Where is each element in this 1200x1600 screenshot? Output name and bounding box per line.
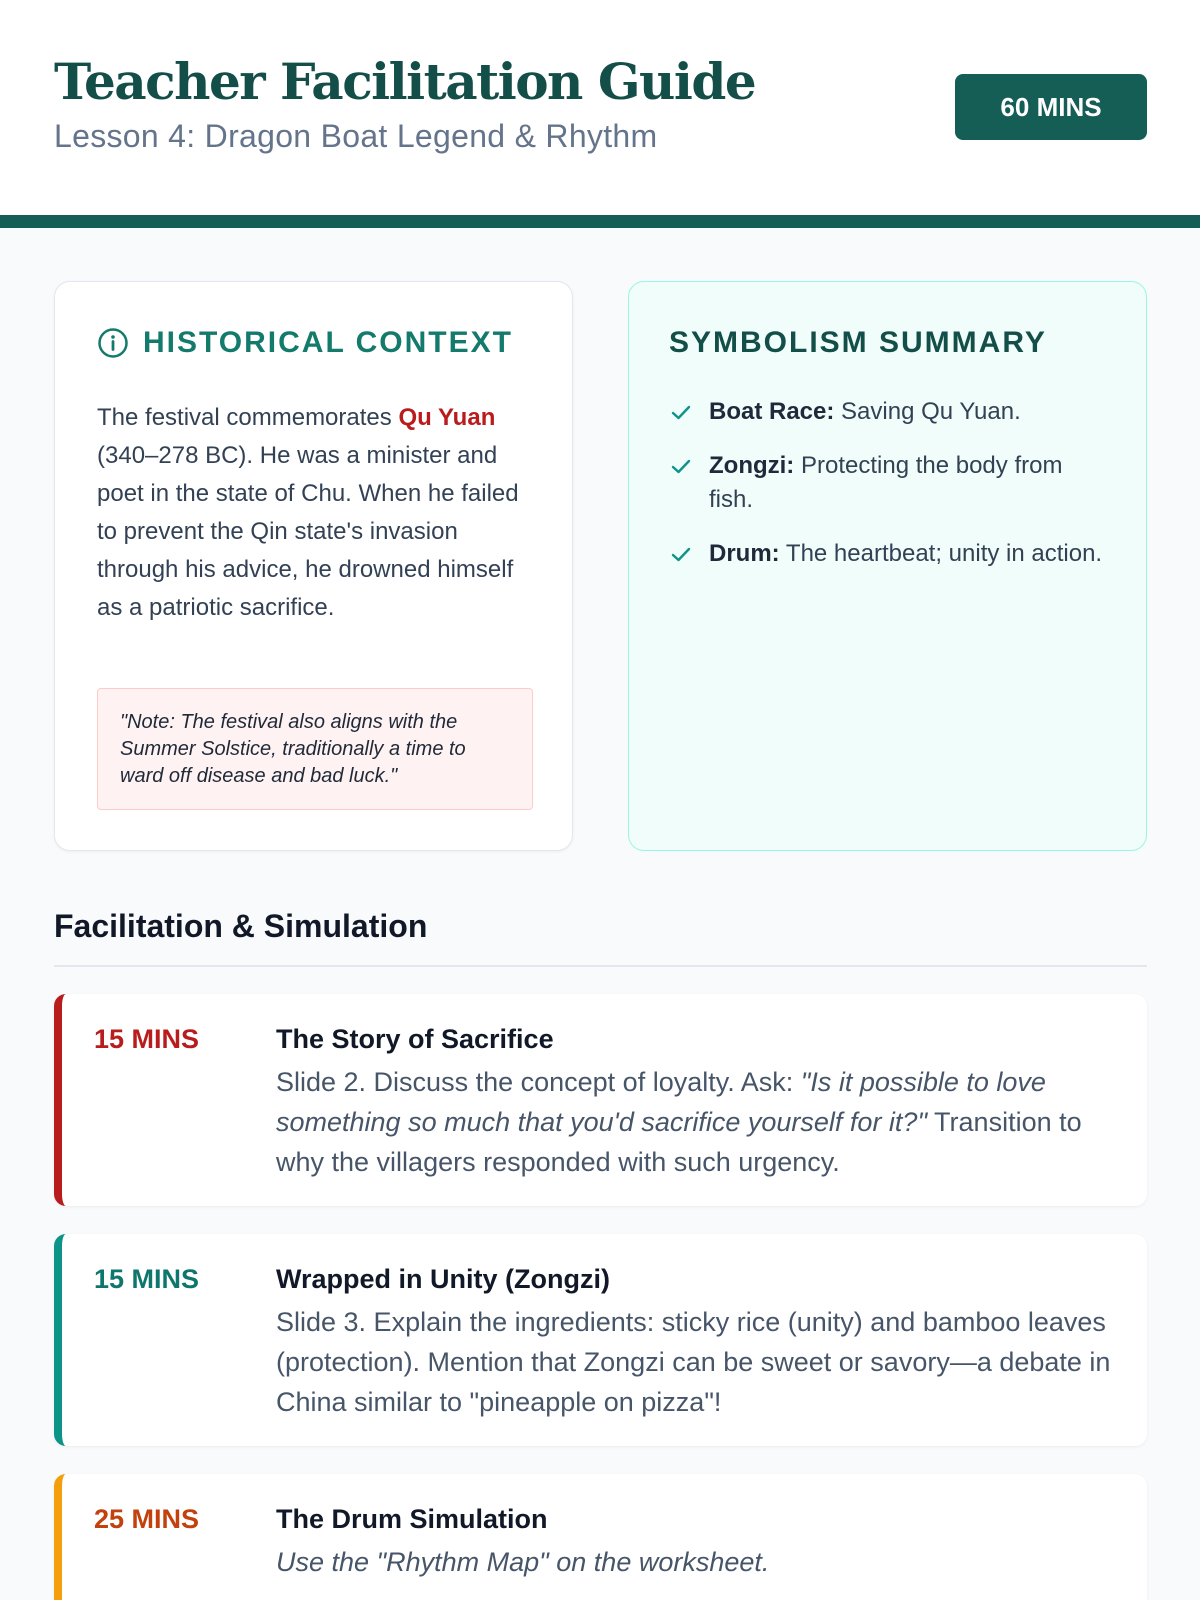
- activity-drum-simulation: [54, 1474, 1147, 1600]
- symbolism-item-text: [709, 449, 1109, 517]
- duration-badge: 60 MINS: [955, 74, 1147, 140]
- historical-context-text: [97, 399, 527, 627]
- symbolism-desc: The heartbeat; unity in action.: [779, 540, 1103, 567]
- symbolism-desc: Protecting the body from fish.: [709, 452, 1063, 513]
- activity-title: The Drum Simulation: [276, 1504, 548, 1534]
- qu-yuan-highlight: Qu Yuan: [398, 404, 496, 431]
- check-icon: [669, 395, 695, 429]
- activity-description: [276, 1062, 1116, 1182]
- activity-story-of-sacrifice: [54, 994, 1147, 1206]
- symbolism-item-drum: [669, 537, 1109, 571]
- facilitation-section-title: Facilitation & Simulation: [54, 908, 428, 944]
- symbolism-summary-heading: SYMBOLISM SUMMARY: [669, 326, 1047, 359]
- activity-title: The Story of Sacrifice: [276, 1024, 554, 1054]
- page-title: Teacher Facilitation Guide: [54, 52, 756, 111]
- lesson-subtitle: Lesson 4: Dragon Boat Legend & Rhythm: [54, 118, 658, 154]
- context-text-end: (340–278 BC). He was a minister and poet in the state of Chu. When he failed to prevent the Qin state's invasion through his advice, he drowned himself as a patriotic sacrifice.: [97, 442, 519, 621]
- historical-context-title: HISTORICAL CONTEXT: [143, 326, 513, 359]
- activity-wrapped-in-unity: [54, 1234, 1147, 1446]
- symbolism-summary-card: [628, 281, 1147, 851]
- activity-time: 25 MINS: [94, 1504, 200, 1534]
- activity-time: 15 MINS: [94, 1024, 200, 1054]
- symbolism-term: Zongzi:: [709, 452, 795, 479]
- symbolism-item-zongzi: [669, 449, 1109, 517]
- symbolism-item-text: [709, 537, 1102, 571]
- symbolism-desc: Saving Qu Yuan.: [834, 398, 1021, 425]
- symbolism-term: Drum:: [709, 540, 780, 567]
- activity-desc-end: Transition to why the villagers responded with such urgency.: [276, 1107, 1082, 1177]
- solstice-note: "Note: The festival also aligns with the Summer Solstice, traditionally a time to ward off disease and bad luck.": [97, 688, 533, 810]
- activity-description: Slide 3. Explain the ingredients: sticky rice (unity) and bamboo leaves (protection). Mention that Zongzi can be sweet or savory—a debate in China similar to "pineapple on pizza"!: [276, 1307, 1111, 1417]
- activity-description: [276, 1542, 1116, 1582]
- check-icon: [669, 449, 695, 483]
- activity-time: 15 MINS: [94, 1264, 200, 1294]
- activity-title: Wrapped in Unity (Zongzi): [276, 1264, 610, 1294]
- historical-context-card: [54, 281, 573, 851]
- symbolism-item-text: [709, 395, 1021, 429]
- activity-instruction: Use the "Rhythm Map" on the worksheet.: [276, 1547, 770, 1577]
- page-header: [0, 0, 1200, 228]
- historical-context-heading: [97, 326, 513, 360]
- context-text-start: The festival commemorates: [97, 404, 399, 431]
- symbolism-list: [669, 395, 1109, 591]
- info-icon: [97, 327, 129, 359]
- activity-question: "Is it possible to love something so much that you'd sacrifice yourself for it?": [276, 1067, 1046, 1137]
- section-divider: [54, 965, 1147, 967]
- activity-desc-start: Slide 2. Discuss the concept of loyalty. Ask:: [276, 1067, 801, 1097]
- check-icon: [669, 537, 695, 571]
- symbolism-term: Boat Race:: [709, 398, 835, 425]
- symbolism-item-boat-race: [669, 395, 1109, 429]
